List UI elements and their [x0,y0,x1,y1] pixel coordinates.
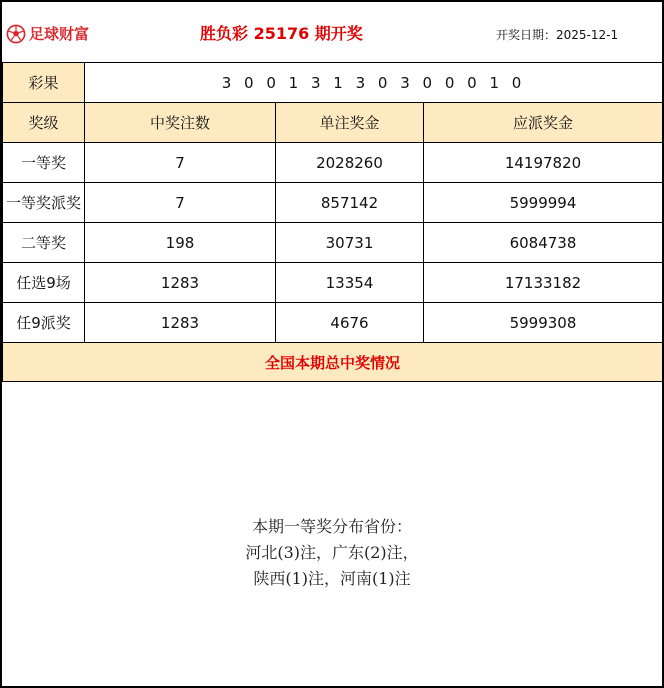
result-row [3,63,663,103]
winner-distribution-note [2,514,662,592]
winner-count: 7 [85,143,276,183]
logo [6,23,89,44]
prize-level: 一等奖 [3,143,85,183]
prize-per-bet: 30731 [276,223,424,263]
soccer-ball-icon [6,24,26,44]
total-payout: 5999308 [424,303,663,343]
total-payout: 6084738 [424,223,663,263]
table-header-row [3,103,663,143]
winner-count: 1283 [85,303,276,343]
column-header: 单注奖金 [276,103,424,143]
prize-per-bet: 2028260 [276,143,424,183]
draw-date-value: 2025-12-1 [556,28,619,42]
draw-date [496,26,618,43]
header [2,2,662,62]
summary-title: 全国本期总中奖情况 [3,343,663,382]
table-row [3,143,663,183]
table-row [3,183,663,223]
summary-title-row [3,343,663,382]
column-header: 应派奖金 [424,103,663,143]
winner-count: 1283 [85,263,276,303]
logo-text: 足球财富 [29,25,90,43]
prize-per-bet: 13354 [276,263,424,303]
prize-level: 任选9场 [3,263,85,303]
note-line: 陕西(1)注，河南(1)注 [253,569,411,588]
result-value: 3 0 0 1 3 1 3 0 3 0 0 0 1 0 [85,63,663,103]
note-line: 河北(3)注，广东(2)注， [245,543,419,562]
prize-table [2,62,663,382]
column-header: 奖级 [3,103,85,143]
page-title: 胜负彩 25176 期开奖 [200,24,363,43]
prize-level: 一等奖派奖 [3,183,85,223]
result-label: 彩果 [3,63,85,103]
draw-date-label: 开奖日期： [496,28,557,42]
total-payout: 14197820 [424,143,663,183]
prize-level: 二等奖 [3,223,85,263]
note-line: 本期一等奖分布省份： [251,517,412,536]
winner-count: 7 [85,183,276,223]
prize-level: 任9派奖 [3,303,85,343]
total-payout: 17133182 [424,263,663,303]
total-payout: 5999994 [424,183,663,223]
column-header: 中奖注数 [85,103,276,143]
table-row [3,263,663,303]
table-row [3,303,663,343]
winner-count: 198 [85,223,276,263]
prize-per-bet: 857142 [276,183,424,223]
table-row [3,223,663,263]
prize-per-bet: 4676 [276,303,424,343]
